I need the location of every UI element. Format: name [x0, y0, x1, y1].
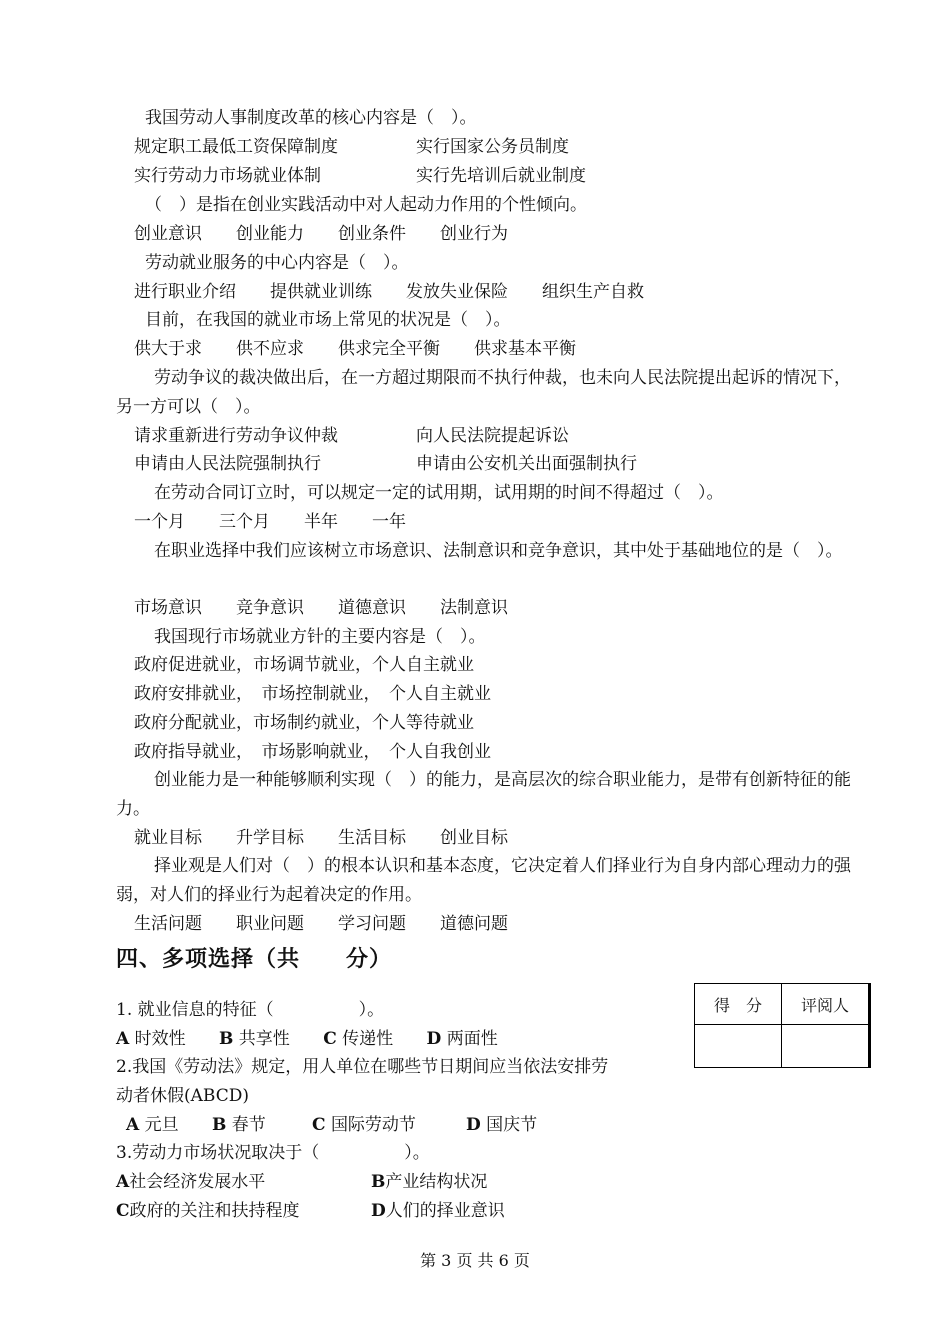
option: 创业条件 — [338, 224, 406, 244]
question-stem: 我国劳动人事制度改革的核心内容是（ ）。 — [145, 108, 477, 128]
option: 提供就业训练 — [270, 282, 372, 302]
option: 半年 — [304, 512, 338, 532]
option: 发放失业保险 — [406, 282, 508, 302]
option: 创业意识 — [134, 224, 202, 244]
option: 法制意识 — [440, 598, 508, 618]
option: D 两面性 — [426, 1029, 498, 1049]
mc-question-stem: 1. 就业信息的特征（ ）。 — [116, 1000, 385, 1020]
score-table — [694, 983, 871, 1068]
option: 实行先培训后就业制度 — [416, 166, 586, 186]
option: 供不应求 — [236, 339, 304, 359]
option: 市场意识 — [134, 598, 202, 618]
question-options — [134, 162, 698, 191]
question-options — [134, 278, 644, 307]
option: 竞争意识 — [236, 598, 304, 618]
option: 职业问题 — [236, 914, 304, 934]
option: 供求完全平衡 — [338, 339, 440, 359]
option: 规定职工最低工资保障制度 — [134, 137, 338, 157]
option: 一个月 — [134, 512, 185, 532]
option: A社会经济发展水平 — [116, 1172, 266, 1192]
mc-question-stem: 3.劳动力市场状况取决于（ ）。 — [116, 1143, 430, 1163]
option: C政府的关注和扶持程度 — [116, 1201, 300, 1221]
grader-cell[interactable] — [782, 1025, 870, 1068]
option: C 传递性 — [323, 1029, 394, 1049]
option: 政府分配就业，市场制约就业，个人等待就业 — [134, 713, 474, 733]
mc-options — [116, 1197, 626, 1226]
option: 政府促进就业，市场调节就业，个人自主就业 — [134, 655, 474, 675]
option: 组织生产自救 — [542, 282, 644, 302]
question-stem: 创业能力是一种能够顺利实现（ ）的能力，是高层次的综合职业能力，是带有创新特征的能力。 — [116, 770, 851, 819]
option: 请求重新进行劳动争议仲裁 — [134, 426, 338, 446]
question-stem: 我国现行市场就业方针的主要内容是（ ）。 — [154, 627, 486, 647]
option: B 春节 — [212, 1115, 266, 1135]
question-stem: 劳动争议的裁决做出后，在一方超过期限而不执行仲裁，也未向人民法院提出起诉的情况下，另一方可以（ ）。 — [116, 368, 851, 417]
option: 道德意识 — [338, 598, 406, 618]
mc-question-stem: 2.我国《劳动法》规定，用人单位在哪些节日期间应当依法安排劳 — [116, 1057, 609, 1077]
option: 创业能力 — [236, 224, 304, 244]
option: D人们的择业意识 — [371, 1201, 505, 1221]
score-header: 得 分 — [695, 984, 782, 1025]
option: 生活目标 — [338, 828, 406, 848]
option: B 共享性 — [219, 1029, 290, 1049]
question-stem: 在职业选择中我们应该树立市场意识、法制意识和竞争意识，其中处于基础地位的是（ ）。 — [154, 541, 843, 561]
option: 实行国家公务员制度 — [416, 137, 569, 157]
option: C 国际劳动节 — [312, 1115, 416, 1135]
section-title: 四、多项选择（共 分） — [116, 947, 393, 972]
question-stem: 在劳动合同订立时，可以规定一定的试用期，试用期的时间不得超过（ ）。 — [154, 483, 724, 503]
option: 供求基本平衡 — [474, 339, 576, 359]
question-stem: 目前，在我国的就业市场上常见的状况是（ ）。 — [145, 310, 511, 330]
option: 一年 — [372, 512, 406, 532]
option: 学习问题 — [338, 914, 406, 934]
option: A 元旦 — [126, 1115, 179, 1135]
question-options — [134, 335, 576, 364]
mc-question-stem-cont: 动者休假(ABCD) — [116, 1086, 249, 1106]
option: 申请由公安机关出面强制执行 — [416, 454, 637, 474]
question-stem: 择业观是人们对（ ）的根本认识和基本态度，它决定着人们择业行为自身内部心理动力的强弱，对人们的择业行为起着决定的作用。 — [116, 856, 851, 905]
question-stem: 劳动就业服务的中心内容是（ ）。 — [145, 253, 409, 273]
option: 生活问题 — [134, 914, 202, 934]
mc-options — [116, 1168, 626, 1197]
mc-options — [126, 1111, 537, 1140]
question-options — [134, 910, 508, 939]
option: 三个月 — [219, 512, 270, 532]
page-number: 第 3 页 共 6 页 — [420, 1251, 530, 1270]
grader-header: 评阅人 — [782, 984, 870, 1025]
question-options — [134, 133, 698, 162]
option: 创业行为 — [440, 224, 508, 244]
option: 升学目标 — [236, 828, 304, 848]
option: 向人民法院提起诉讼 — [416, 426, 569, 446]
option: 政府指导就业， 市场影响就业， 个人自我创业 — [134, 742, 491, 762]
question-options — [134, 422, 698, 451]
option: 创业目标 — [440, 828, 508, 848]
option: 道德问题 — [440, 914, 508, 934]
question-options — [134, 594, 508, 623]
option: 供大于求 — [134, 339, 202, 359]
question-stem: （ ）是指在创业实践活动中对人起动力作用的个性倾向。 — [145, 195, 587, 215]
mc-options — [116, 1025, 526, 1054]
option: A 时效性 — [116, 1029, 186, 1049]
question-options — [134, 220, 508, 249]
option: B产业结构状况 — [371, 1172, 488, 1192]
option: 政府安排就业， 市场控制就业， 个人自主就业 — [134, 684, 491, 704]
option: 进行职业介绍 — [134, 282, 236, 302]
question-options — [134, 450, 698, 479]
option: 实行劳动力市场就业体制 — [134, 166, 321, 186]
question-options — [134, 508, 406, 537]
option: D 国庆节 — [466, 1115, 538, 1135]
option: 申请由人民法院强制执行 — [134, 454, 321, 474]
option: 就业目标 — [134, 828, 202, 848]
question-options — [134, 824, 508, 853]
score-cell[interactable] — [695, 1025, 782, 1068]
